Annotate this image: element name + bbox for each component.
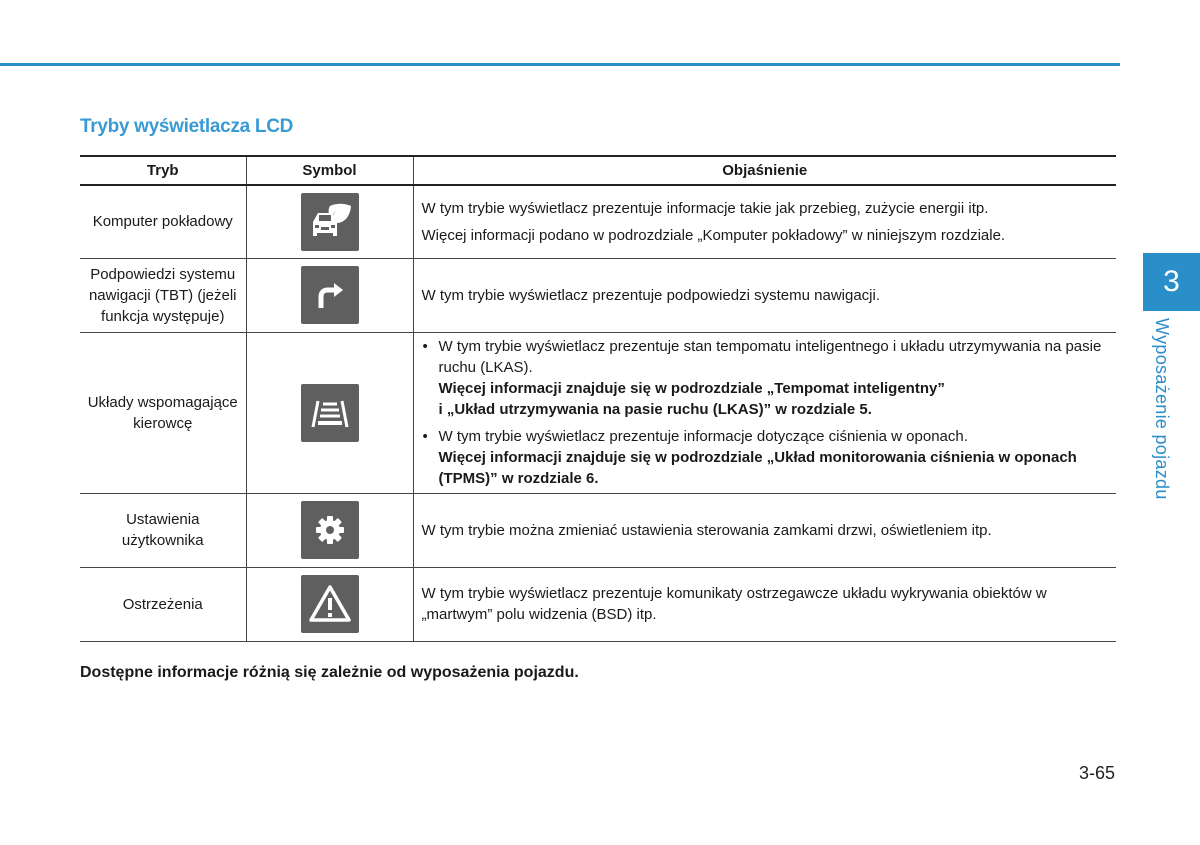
mode-name: Ustawienia użytkownika [80,493,246,567]
description-text: W tym trybie wyświetlacz prezentuje podpowiedzi systemu nawigacji. [421,286,881,304]
bullet-marker: • [422,428,428,445]
driver-assist-icon [301,384,359,442]
list-item [422,426,1103,489]
mode-name: Układy wspomagające kierowcę [80,332,246,493]
description-cell [413,493,1116,567]
gear-icon [301,501,359,559]
description-cell [413,567,1116,641]
mode-name: Komputer pokładowy [80,185,246,258]
lcd-modes-table [80,155,1116,642]
reference-text: i „Układ utrzymywania na pasie ruchu (LKAS)” w rozdziale 5. [438,401,872,418]
bullet-marker: • [422,338,428,355]
table-header-row [80,156,1116,185]
table-row [80,258,1116,332]
header-mode: Tryb [80,156,246,185]
table-row [80,567,1116,641]
symbol-cell [246,332,413,493]
header-symbol: Symbol [246,156,413,185]
top-rule [0,63,1120,66]
reference-text: Więcej informacji znajduje się w podrozdziale „Tempomat inteligentny” [438,380,945,397]
description-text: W tym trybie wyświetlacz prezentuje stan tempomatu inteligentnego i układu utrzymywania na pasie ruchu (LKAS). [438,338,1102,376]
header-description: Objaśnienie [413,156,1116,185]
description-text: Więcej informacji podano w podrozdziale „Komputer pokładowy” w niniejszym rozdziale. [421,226,1006,244]
table-row [80,332,1116,493]
description-text: W tym trybie można zmieniać ustawienia sterowania zamkami drzwi, oświetleniem itp. [421,521,992,539]
table-row [80,185,1116,258]
symbol-cell [246,493,413,567]
description-text: W tym trybie wyświetlacz prezentuje informacje dotyczące ciśnienia w oponach. [438,428,968,445]
symbol-cell [246,185,413,258]
reference-text: Więcej informacji znajduje się w podrozdziale „Układ monitorowania ciśnienia w oponach [438,449,1077,466]
description-cell [413,185,1116,258]
list-item [422,336,1103,420]
description-text: W tym trybie wyświetlacz prezentuje informacje takie jak przebieg, zużycie energii itp. [421,199,989,217]
mode-name: Podpowiedzi systemu nawigacji (TBT) (jeżeli funkcja występuje) [80,258,246,332]
description-cell [413,332,1116,493]
table-row [80,493,1116,567]
description-cell [413,258,1116,332]
mode-name: Ostrzeżenia [80,567,246,641]
footer-note: Dostępne informacje różnią się zależnie od wyposażenia pojazdu. [80,664,579,681]
description-bullets [422,336,1103,489]
warning-triangle-icon [301,575,359,633]
chapter-title: Wyposażenie pojazdu [1152,318,1172,500]
reference-text: (TPMS)” w rozdziale 6. [438,470,599,487]
page-number: 3-65 [1079,763,1116,783]
symbol-cell [246,258,413,332]
description-text: W tym trybie wyświetlacz prezentuje komunikaty ostrzegawcze układu wykrywania obiektów w „martwym” polu widzenia (BSD) itp. [421,585,1047,623]
trip-computer-icon [301,193,359,251]
turn-by-turn-icon [301,266,359,324]
symbol-cell [246,567,413,641]
section-title: Tryby wyświetlacza LCD [80,116,294,137]
chapter-number-tab: 3 [1143,253,1200,311]
